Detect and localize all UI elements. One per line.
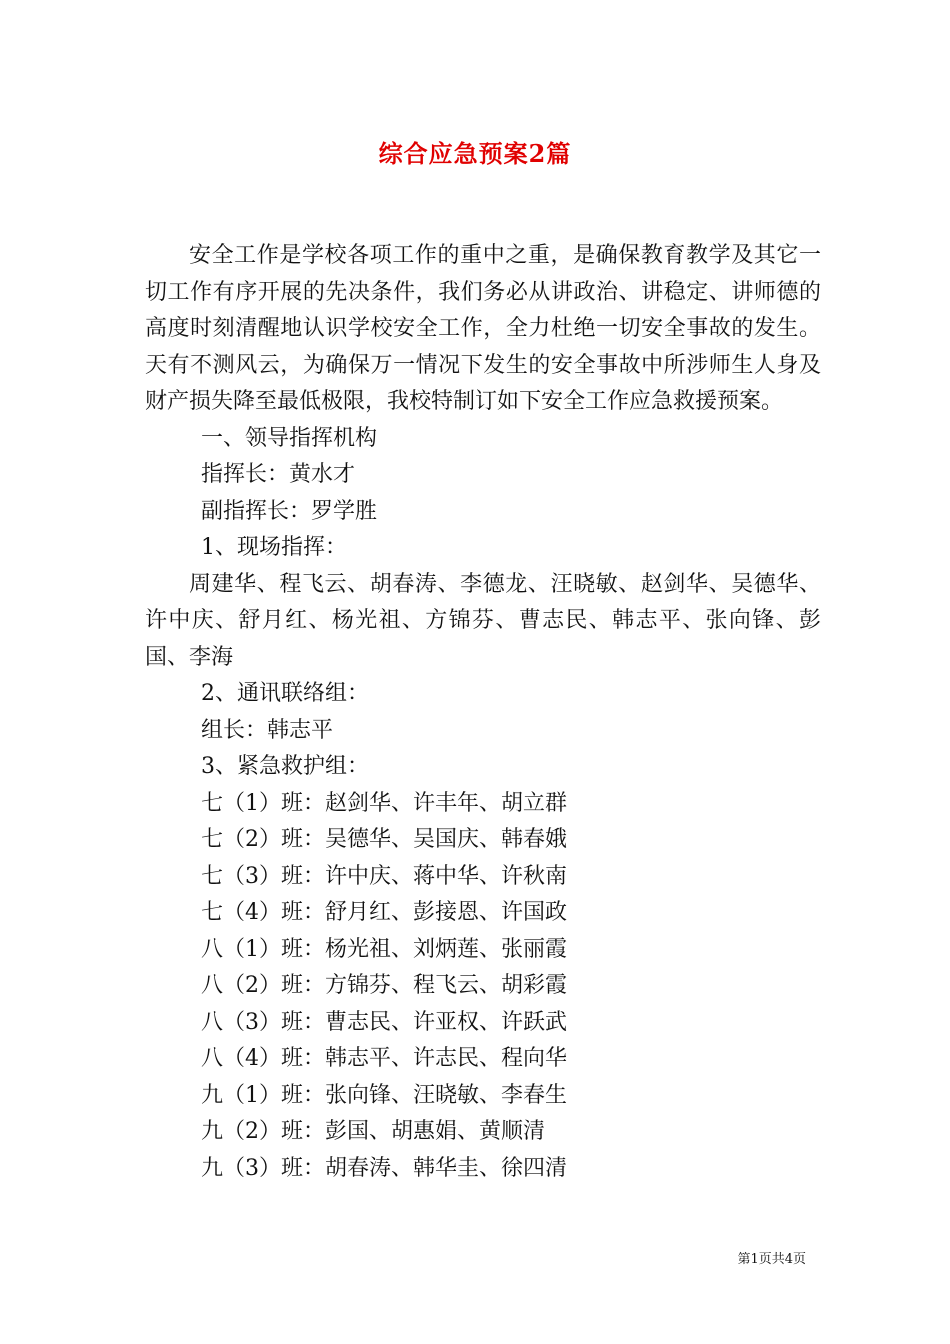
comms-group-heading: 2、通讯联络组： [201,681,369,706]
class-list-item: 八（3）班：曹志民、许亚权、许跃武 [201,1009,567,1035]
document-body [145,238,821,1187]
section-heading-leadership: 一、领导指挥机构 [201,425,378,451]
page-number: 第1页共4页 [737,1252,806,1267]
onsite-command-heading: 1、现场指挥： [201,535,347,560]
onsite-members-paragraph: 周建华、程飞云、胡春涛、李德龙、汪晓敏、赵剑华、吴德华、许中庆、舒月红、杨光祖、方锦芬、曹志民、韩志平、张向锋、彭国、李海 [145,571,821,670]
class-list-item: 八（4）班：韩志平、许志民、程向华 [201,1046,567,1071]
rescue-group-heading: 3、紧急救护组： [201,754,369,779]
commander-line: 指挥长：黄水才 [201,462,356,487]
class-list-item: 八（1）班：杨光祖、刘炳莲、张丽霞 [201,936,567,962]
document-title: 综合应急预案2篇 [378,139,572,168]
class-list-item: 七（1）班：赵剑华、许丰年、胡立群 [201,790,567,816]
comms-leader-line: 组长：韩志平 [201,717,334,743]
class-list-item: 七（3）班：许中庆、蒋中华、许秋南 [201,863,567,889]
class-list-item: 九（2）班：彭国、胡惠娟、黄顺清 [201,1119,545,1144]
class-list-item: 七（2）班：吴德华、吴国庆、韩春娥 [201,827,567,852]
class-list-item: 八（2）班：方锦芬、程飞云、胡彩霞 [201,973,567,998]
class-list-item: 九（1）班：张向锋、汪晓敏、李春生 [201,1082,567,1108]
class-list-item: 七（4）班：舒月红、彭接恩、许国政 [201,900,567,925]
vice-commander-line: 副指挥长：罗学胜 [201,498,378,524]
class-list-item: 九（3）班：胡春涛、韩华圭、徐四清 [201,1155,567,1181]
intro-paragraph: 安全工作是学校各项工作的重中之重，是确保教育教学及其它一切工作有序开展的先决条件，我们务必从讲政治、讲稳定、讲师德的高度时刻清醒地认识学校安全工作，全力杜绝一切安全事故的发生。天有不测风云，为确保万一情况下发生的安全事故中所涉师生人身及财产损失降至最低极限，我校特制订如下安全工作应急救援预案。 [145,243,821,414]
